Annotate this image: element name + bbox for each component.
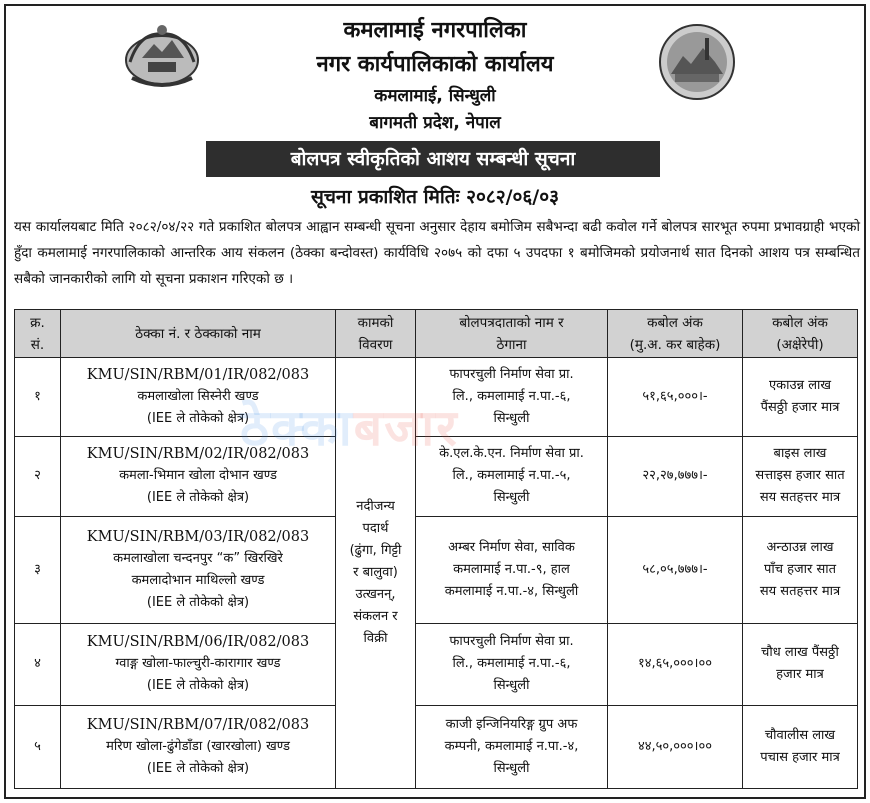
row-contract: KMU/SIN/RBM/03/IR/082/083 कमलाखोला चन्दनपुर “क” खिरखिरे कमलादोभान माथिल्लो खण्ड (IEE ले तोकेको क्षेत्र) [61,516,336,624]
table-row [15,516,858,624]
row-contract: KMU/SIN/RBM/06/IR/082/083 ग्वाङ्ग खोला-फाल्चुरी-कारागार खण्ड (IEE ले तोकेको क्षेत्र) [61,624,336,705]
row-amount-words: एकाउन्न लाख पैंसठ्ठी हजार मात्र [743,358,858,437]
table-row [15,705,858,788]
municipality-name: कमलामाई नगरपालिका [343,18,527,43]
row-bidder: फापरचुली निर्माण सेवा प्रा. लि., कमलामाई न.पा.-६, सिन्धुली [416,358,608,437]
work-description: नदीजन्य पदार्थ (ढुंगा, गिट्टी र बालुवा) उत्खनन्, संकलन र विक्री [336,358,416,789]
row-amount-words: चौध लाख पैंसठ्ठी हजार मात्र [743,624,858,705]
row-bidder: अम्बर निर्माण सेवा, साविक कमलामाई न.पा.-९, हाल कमलामाई न.पा.-४, सिन्धुली [416,516,608,624]
header-bidder: बोलपत्रदाताको नाम र ठेगाना [416,310,608,358]
office-name: नगर कार्यपालिकाको कार्यालय [316,52,554,77]
row-contract: KMU/SIN/RBM/02/IR/082/083 कमला-भिमान खोला दोभान खण्ड (IEE ले तोकेको क्षेत्र) [61,437,336,516]
row-sn: ३ [15,516,61,624]
row-sn: ५ [15,705,61,788]
table-row [15,437,858,516]
header-amount-words: कबोल अंक (अक्षेरेपी) [743,310,858,358]
row-amount: २२,२७,७७७।- [608,437,743,516]
row-amount: ४४,५०,०००।०० [608,705,743,788]
row-sn: ४ [15,624,61,705]
row-amount-words: बाइस लाख सत्ताइस हजार सात सय सतहत्तर मात्र [743,437,858,516]
table-row [15,358,858,437]
row-contract: KMU/SIN/RBM/07/IR/082/083 मरिण खोला-ढुंगेडाँडा (खारखोला) खण्ड (IEE ले तोकेको क्षेत्र) [61,705,336,788]
row-amount: ५१,६५,०००।- [608,358,743,437]
row-bidder: के.एल.के.एन. निर्माण सेवा प्रा. लि., कमलामाई न.पा.-५, सिन्धुली [416,437,608,516]
row-bidder: फापरचुली निर्माण सेवा प्रा. लि., कमलामाई न.पा.-६, सिन्धुली [416,624,608,705]
row-sn: २ [15,437,61,516]
publication-date: सूचना प्रकाशित मितिः २०८२/०६/०३ [310,186,559,208]
notice-title: बोलपत्र स्वीकृतिको आशय सम्बन्धी सूचना [206,141,660,177]
row-amount-words: चौवालीस लाख पचास हजार मात्र [743,705,858,788]
table-row [15,624,858,705]
row-sn: १ [15,358,61,437]
header-sn: क्र. सं. [15,310,61,358]
notice-body: यस कार्यालयबाट मिति २०८२/०४/२२ गते प्रकाशित बोलपत्र आह्वान सम्बन्धी सूचना अनुसार देहाय बमोजिम सबैभन्दा बढी कवोल गर्ने बोलपत्र सारभूत रुपमा प्रभावग्राही भएको हुँदा कमलामाई नगरपालिकाको आन्तरिक आय संकलन (ठेक्का बन्दोवस्त) कार्यविधि २०७५ को दफा ५ उपदफा १ बमोजिमको प्रयोजनार्थ सात दिनको आशय पत्र सम्बन्धित सबैको जानकारीको लागि यो सूचना प्रकाशन गरिएको छ । [14,219,860,287]
header-work: कामको विवरण [336,310,416,358]
header-amount: कबोल अंक (मु.अ. कर बाहेक) [608,310,743,358]
tender-table [14,309,858,789]
row-amount: ५८,०५,७७७।- [608,516,743,624]
header-contract: ठेक्का नं. र ठेक्काको नाम [61,310,336,358]
province-name: बागमती प्रदेश, नेपाल [369,113,501,133]
row-bidder: काजी इन्जिनियरिङ्ग ग्रुप अफ कम्पनी, कमलामाई न.पा.-४, सिन्धुली [416,705,608,788]
office-location: कमलामाई, सिन्धुली [374,86,496,106]
row-amount: १४,६५,०००।०० [608,624,743,705]
row-contract: KMU/SIN/RBM/01/IR/082/083 कमलाखोला सिस्नेरी खण्ड (IEE ले तोकेको क्षेत्र) [61,358,336,437]
watermark: ठेक्काबजार [240,399,459,457]
row-amount-words: अन्ठाउन्न लाख पाँच हजार सात सय सतहत्तर मात्र [743,516,858,624]
